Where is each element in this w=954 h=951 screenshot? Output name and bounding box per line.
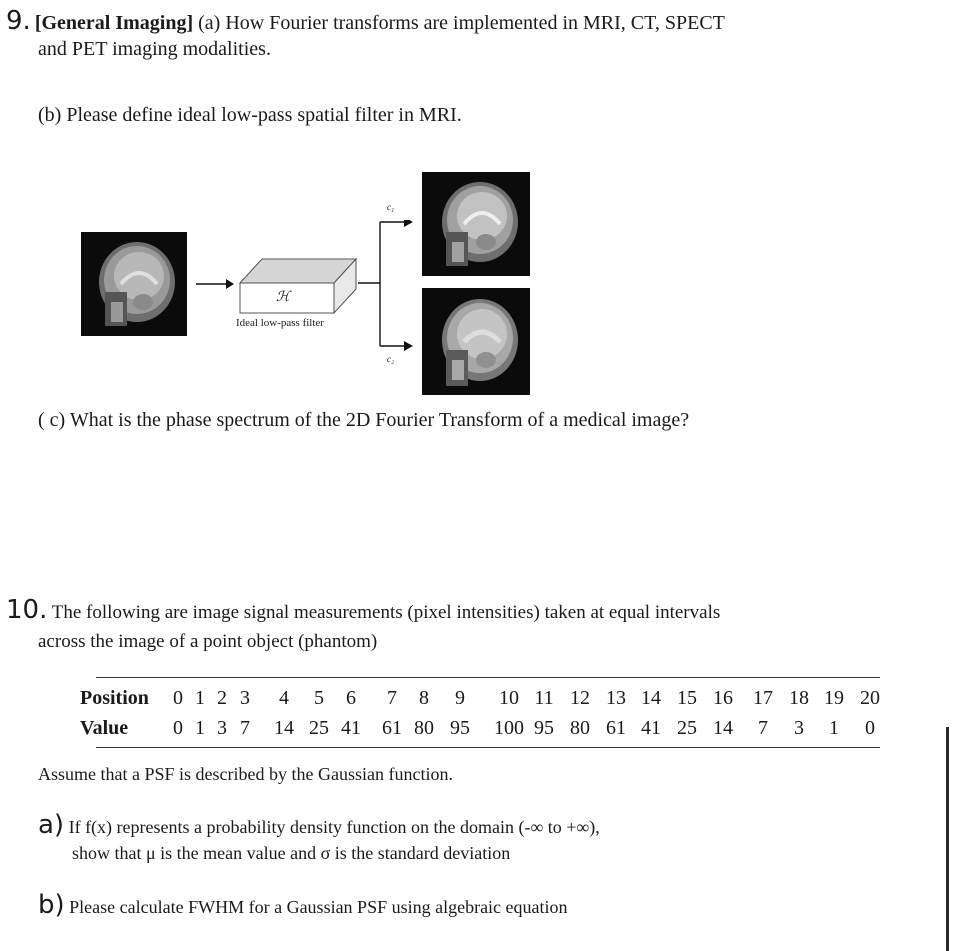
value-cell: 7 <box>240 717 250 739</box>
value-cell: 0 <box>173 717 183 739</box>
split-arrows <box>358 220 414 354</box>
position-cell: 2 <box>217 687 227 709</box>
value-cell: 95 <box>450 717 470 739</box>
part-a-line2: show that μ is the mean value and σ is the standard deviation <box>72 843 511 863</box>
question-9c: ( c) What is the phase spectrum of the 2D Fourier Transform of a medical image? <box>38 409 690 431</box>
position-cell: 13 <box>606 687 626 709</box>
position-cell: 17 <box>753 687 773 709</box>
mri-output-image-2 <box>422 288 530 395</box>
value-cell: 14 <box>713 717 733 739</box>
position-cell: 4 <box>279 687 289 709</box>
question-9b: (b) Please define ideal low-pass spatial filter in MRI. <box>38 104 462 126</box>
value-cell: 100 <box>494 717 524 739</box>
position-cell: 1 <box>195 687 205 709</box>
position-cell: 19 <box>824 687 844 709</box>
position-cell: 8 <box>419 687 429 709</box>
value-cell: 80 <box>570 717 590 739</box>
value-cell: 25 <box>677 717 697 739</box>
table-bottom-rule <box>96 747 880 748</box>
value-cell: 1 <box>195 717 205 739</box>
position-cell: 6 <box>346 687 356 709</box>
output1-label: c₁ <box>387 202 395 212</box>
question-number: 10. <box>6 595 48 625</box>
position-cell: 0 <box>173 687 183 709</box>
question-10-heading <box>6 595 720 625</box>
value-cell: 61 <box>606 717 626 739</box>
position-cell: 7 <box>387 687 397 709</box>
position-cell: 18 <box>789 687 809 709</box>
position-cell: 15 <box>677 687 697 709</box>
part-a-text: If f(x) represents a probability density function on the domain (-∞ to +∞), <box>64 817 600 837</box>
value-cell: 41 <box>641 717 661 739</box>
value-cell: 25 <box>309 717 329 739</box>
position-cell: 12 <box>570 687 590 709</box>
part-b-text: Please calculate FWHM for a Gaussian PSF using algebraic equation <box>64 897 568 917</box>
part-a-label: a) <box>38 810 65 840</box>
part-b-line1 <box>38 890 568 920</box>
arrow-to-filter <box>196 277 234 289</box>
value-cell: 1 <box>829 717 839 739</box>
value-cell: 14 <box>274 717 294 739</box>
question-tag: [General Imaging] <box>34 12 194 34</box>
value-cell: 7 <box>758 717 768 739</box>
table-row-label-position: Position <box>80 687 149 709</box>
mri-input-image <box>81 232 187 336</box>
scrollbar[interactable] <box>946 727 949 951</box>
question-9a-line1: (a) How Fourier transforms are implemented in MRI, CT, SPECT <box>193 12 725 34</box>
mri-output-image-1 <box>422 172 530 276</box>
question-10-line1: The following are image signal measurements (pixel intensities) taken at equal intervals <box>47 602 721 623</box>
position-cell: 14 <box>641 687 661 709</box>
question-number: 9. <box>6 6 31 36</box>
value-cell: 0 <box>865 717 875 739</box>
value-cell: 80 <box>414 717 434 739</box>
position-cell: 20 <box>860 687 880 709</box>
question-9a-line2: and PET imaging modalities. <box>38 38 271 60</box>
filter-box <box>238 255 358 315</box>
part-a-line1 <box>38 810 600 840</box>
position-cell: 5 <box>314 687 324 709</box>
filter-label: Ideal low-pass filter <box>236 317 324 329</box>
position-cell: 16 <box>713 687 733 709</box>
position-cell: 9 <box>455 687 465 709</box>
value-cell: 95 <box>534 717 554 739</box>
value-cell: 61 <box>382 717 402 739</box>
value-cell: 41 <box>341 717 361 739</box>
part-b-label: b) <box>38 890 65 920</box>
table-top-rule <box>96 677 880 678</box>
position-cell: 11 <box>534 687 554 709</box>
position-cell: 3 <box>240 687 250 709</box>
position-cell: 10 <box>499 687 519 709</box>
value-cell: 3 <box>794 717 804 739</box>
value-cell: 3 <box>217 717 227 739</box>
output2-label: c₂ <box>387 354 395 364</box>
table-row-label-value: Value <box>80 717 129 739</box>
question-9-heading <box>6 6 725 36</box>
filter-symbol: ℋ <box>276 290 290 305</box>
assume-text: Assume that a PSF is described by the Gaussian function. <box>38 764 453 784</box>
question-10-line2: across the image of a point object (phantom) <box>38 631 378 652</box>
